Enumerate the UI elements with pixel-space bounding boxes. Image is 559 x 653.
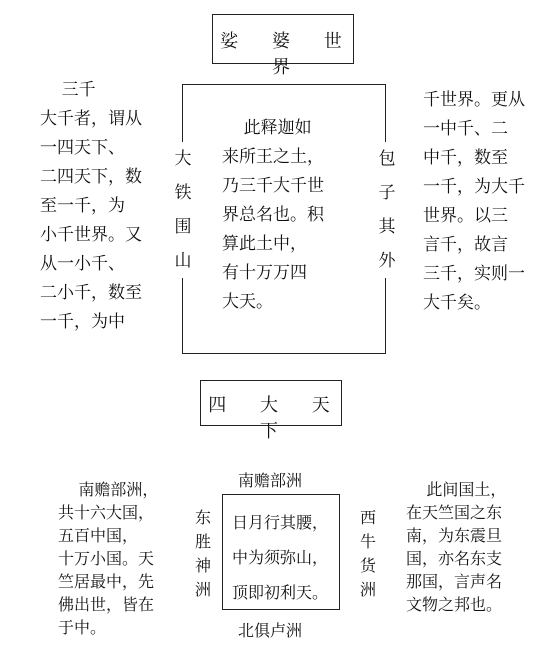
center-text: 日月行其腰， 中为须弥山， 顶即初利天。	[232, 513, 329, 602]
west-continent-label: 西 牛 货 洲	[359, 508, 376, 599]
south-continent-label: 南赡部洲	[238, 471, 303, 490]
east-continent-label: 东 胜 神 洲	[194, 508, 211, 599]
section-title: 四 大 天 下	[208, 395, 344, 442]
bottom-right-text: 此间国土， 在天竺国之东 南，为东震旦 国，亦名东支 那国，言声名 文物之邦也。	[406, 480, 507, 614]
page-title: 娑 婆 世 界	[220, 31, 356, 78]
left-vertical-label: 大 铁 围 山	[172, 142, 194, 278]
left-text: 三千 大千者，谓从 一四天下、 二四天下，数 至一千，为 小千世界。又 从一小千、 二小千，数至 一千，为中	[40, 80, 142, 332]
bottom-left-text: 南赡部洲， 共十六大国， 五百中国， 十万小国。天 竺居最中，先 佛出世，皆在 于中。	[58, 480, 159, 637]
inner-text: 此释迦如 来所王之土， 乃三千大千世 界总名也。积 算此土中， 有十万万四 大天。	[222, 118, 324, 312]
right-text: 千世界。更从 一中千、二 中千，数至 一千，为大千 世界。以三 言千，故言 三千，实则一 大千矣。	[423, 90, 525, 313]
north-continent-label: 北俱卢洲	[238, 621, 303, 640]
right-vertical-label: 包 子 其 外	[376, 142, 398, 278]
